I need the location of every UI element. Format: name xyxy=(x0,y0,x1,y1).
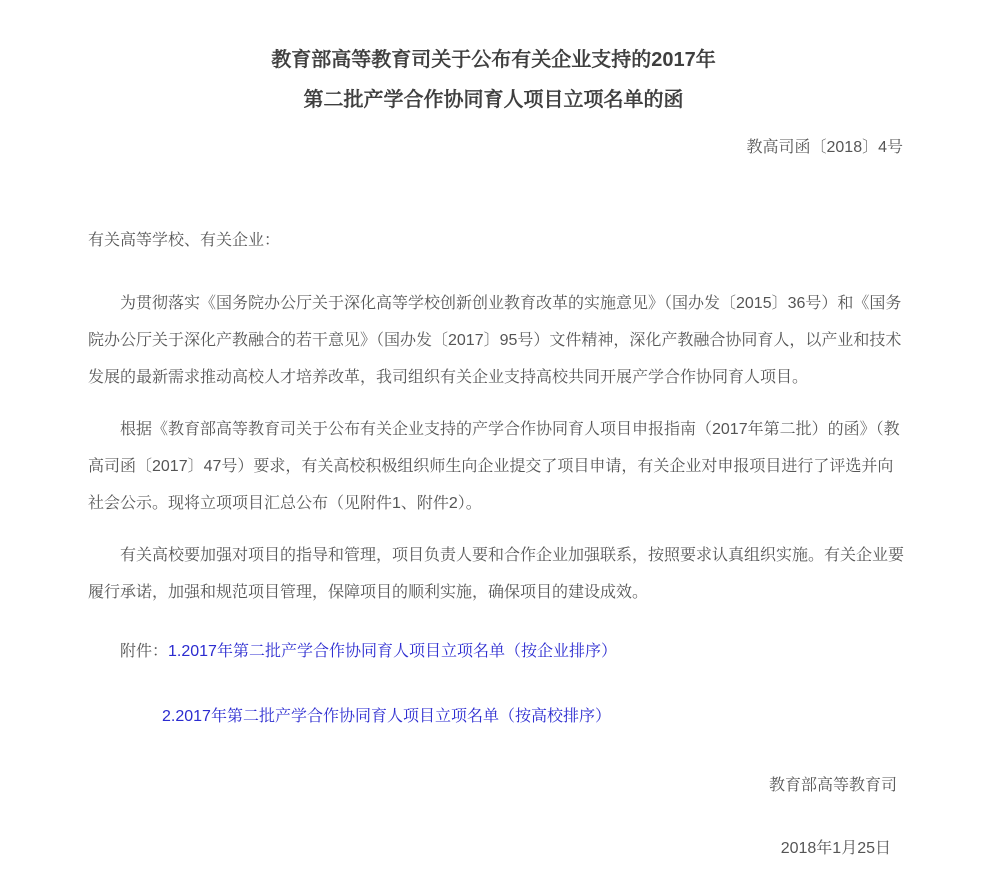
signature: 教育部高等教育司 xyxy=(768,777,897,794)
title-line-1: 教育部高等教育司关于公布有关企业支持的2017年 xyxy=(271,49,716,71)
paragraph-3: 有关高校要加强对项目的指导和管理，项目负责人要和合作企业加强联系，按照要求认真组织实施。有关企业要履行承诺，加强和规范项目管理，保障项目的顺利实施，确保项目的建设成效。 xyxy=(88,547,905,601)
document-title xyxy=(0,40,987,120)
attachment-line-2 xyxy=(88,698,905,735)
date: 2018年1月25日 xyxy=(780,840,891,857)
paragraph-1: 为贯彻落实《国务院办公厅关于深化高等学校创新创业教育改革的实施意见》（国办发〔2015〕36号）和《国务院办公厅关于深化产教融合的若干意见》（国办发〔2017〕95号）文件精神，深化产教融合协同育人，以产业和技术发展的最新需求推动高校人才培养改革，我司组织有关企业支持高校共同开展产学合作协同育人项目。 xyxy=(88,295,902,386)
document-number: 教高司函〔2018〕4号 xyxy=(746,139,903,156)
attachment-link-2[interactable]: 2.2017年第二批产学合作协同育人项目立项名单（按高校排序） xyxy=(162,708,611,725)
attachments-label: 附件： xyxy=(120,643,169,660)
attachment-line-1 xyxy=(88,633,905,670)
title-line-2: 第二批产学合作协同育人项目立项名单的函 xyxy=(303,89,684,111)
attachment-link-1[interactable]: 1.2017年第二批产学合作协同育人项目立项名单（按企业排序） xyxy=(168,643,617,660)
document-body xyxy=(88,136,905,867)
paragraph-2: 根据《教育部高等教育司关于公布有关企业支持的产学合作协同育人项目申报指南（2017年第二批）的函》（教高司函〔2017〕47号）要求，有关高校积极组织师生向企业提交了项目申请，有关企业对申报项目进行了评选并向社会公示。现将立项项目汇总公布（见附件1、附件2）。 xyxy=(88,421,900,512)
salutation: 有关高等学校、有关企业： xyxy=(88,232,281,249)
